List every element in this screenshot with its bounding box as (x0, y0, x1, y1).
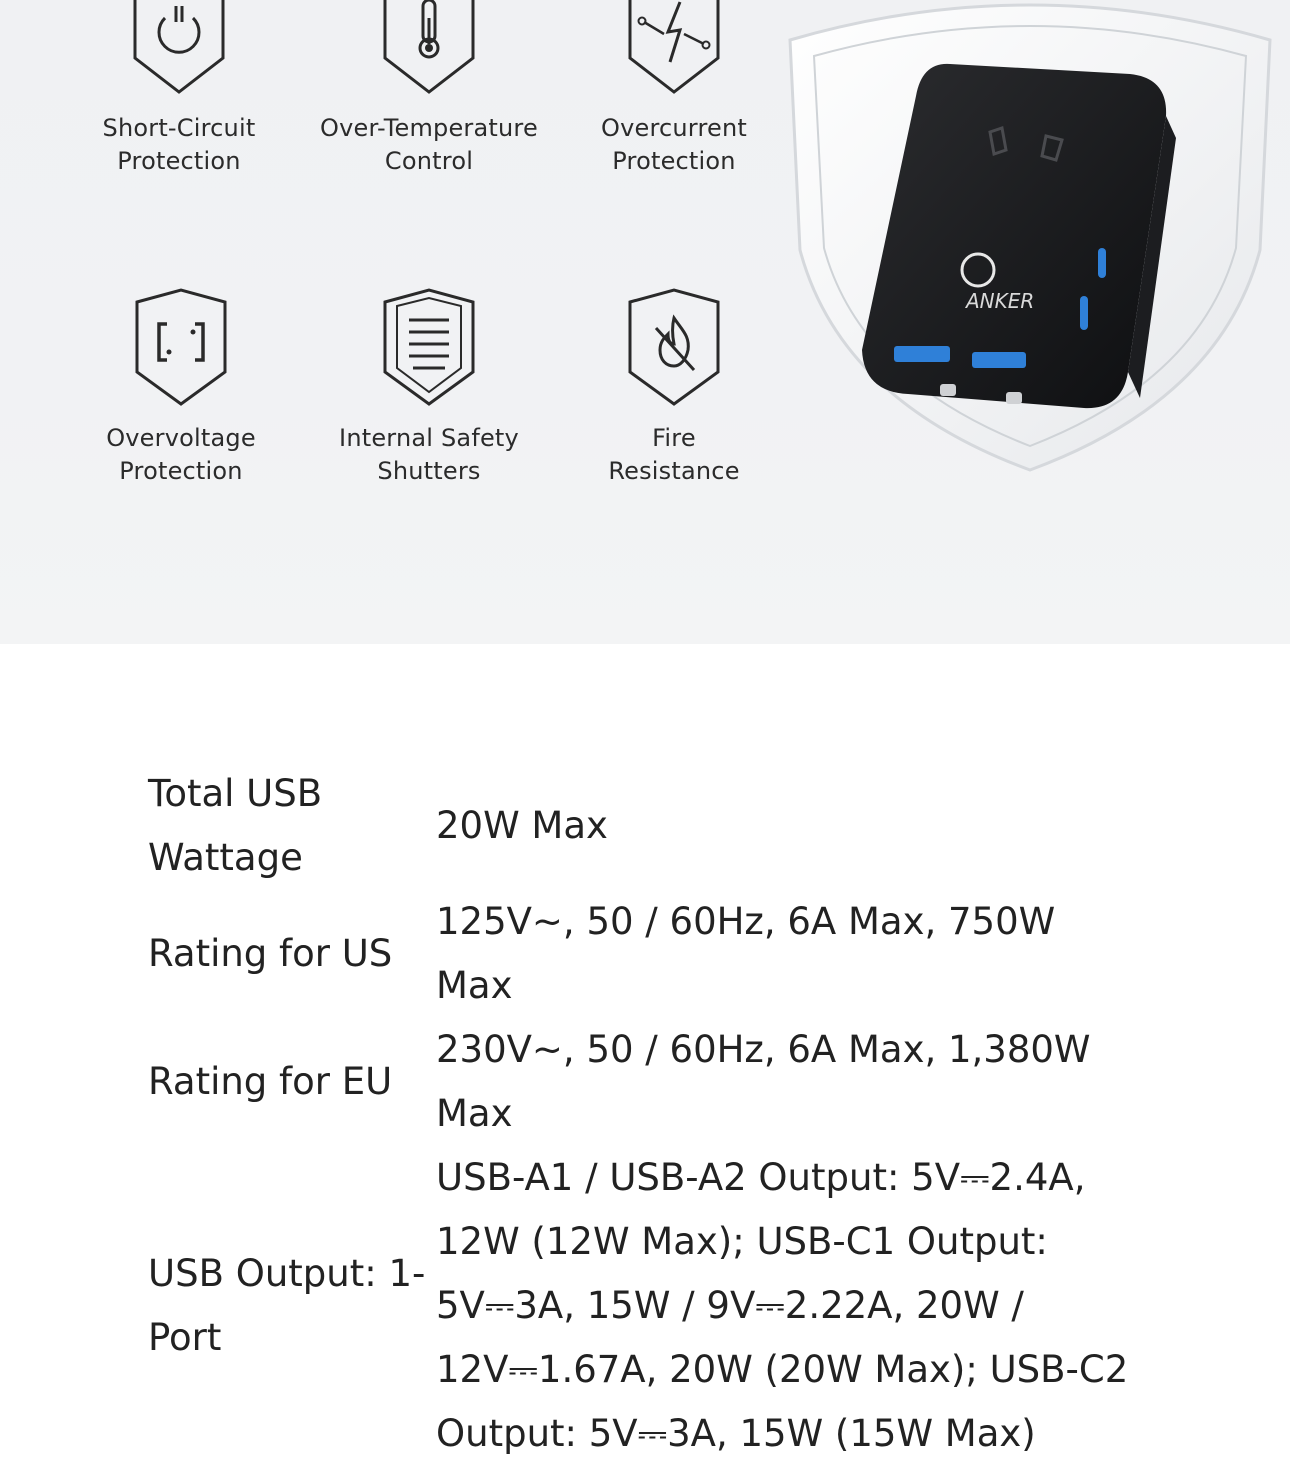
spec-key: Rating for EU (148, 1060, 393, 1103)
specifications-table (148, 762, 1148, 1466)
spec-key: Rating for US (148, 932, 393, 975)
feature-label: Over-Temperature Control (320, 114, 538, 175)
table-row (148, 1146, 1136, 1466)
travel-adapter-illustration (780, 0, 1280, 480)
product-image (780, 0, 1280, 480)
voltage-shield-icon (131, 288, 231, 408)
feature-overvoltage (56, 288, 306, 488)
feature-fire-resistance (549, 288, 799, 488)
feature-safety-shutters (304, 288, 554, 488)
spec-value: 230V~, 50 / 60Hz, 6A Max, 1,380W Max (436, 1028, 1091, 1135)
table-row (148, 762, 1136, 890)
current-shield-icon (624, 0, 724, 98)
fire-shield-icon (624, 288, 724, 408)
power-shield-icon (129, 0, 229, 98)
feature-overcurrent (549, 0, 799, 178)
spec-value: USB-A1 / USB-A2 Output: 5V⎓2.4A, 12W (12W Max); USB-C1 Output: 5V⎓3A, 15W / 9V⎓2.22A, 20W / 12V⎓1.67A, 20W (20W Max); USB-C2 Output: 5V⎓3A, 15W (15W Max) (436, 1156, 1129, 1455)
feature-label: Overcurrent Protection (601, 114, 747, 175)
spec-key: Total USB Wattage (148, 772, 323, 879)
spec-value: 125V~, 50 / 60Hz, 6A Max, 750W Max (436, 900, 1056, 1007)
thermometer-shield-icon (379, 0, 479, 98)
brand-logo: ANKER (966, 289, 1035, 313)
table-row (148, 1018, 1136, 1146)
feature-short-circuit (54, 0, 304, 178)
table-row (148, 890, 1136, 1018)
spec-value: 20W Max (436, 804, 608, 847)
feature-over-temperature (304, 0, 554, 178)
spec-key: USB Output: 1-Port (148, 1252, 426, 1359)
feature-label: Short-Circuit Protection (102, 114, 256, 175)
feature-label: Overvoltage Protection (106, 424, 256, 485)
safety-features-banner (0, 0, 1290, 644)
feature-label: Internal Safety Shutters (339, 424, 519, 485)
feature-label: Fire Resistance (608, 424, 740, 485)
shutters-shield-icon (379, 288, 479, 408)
